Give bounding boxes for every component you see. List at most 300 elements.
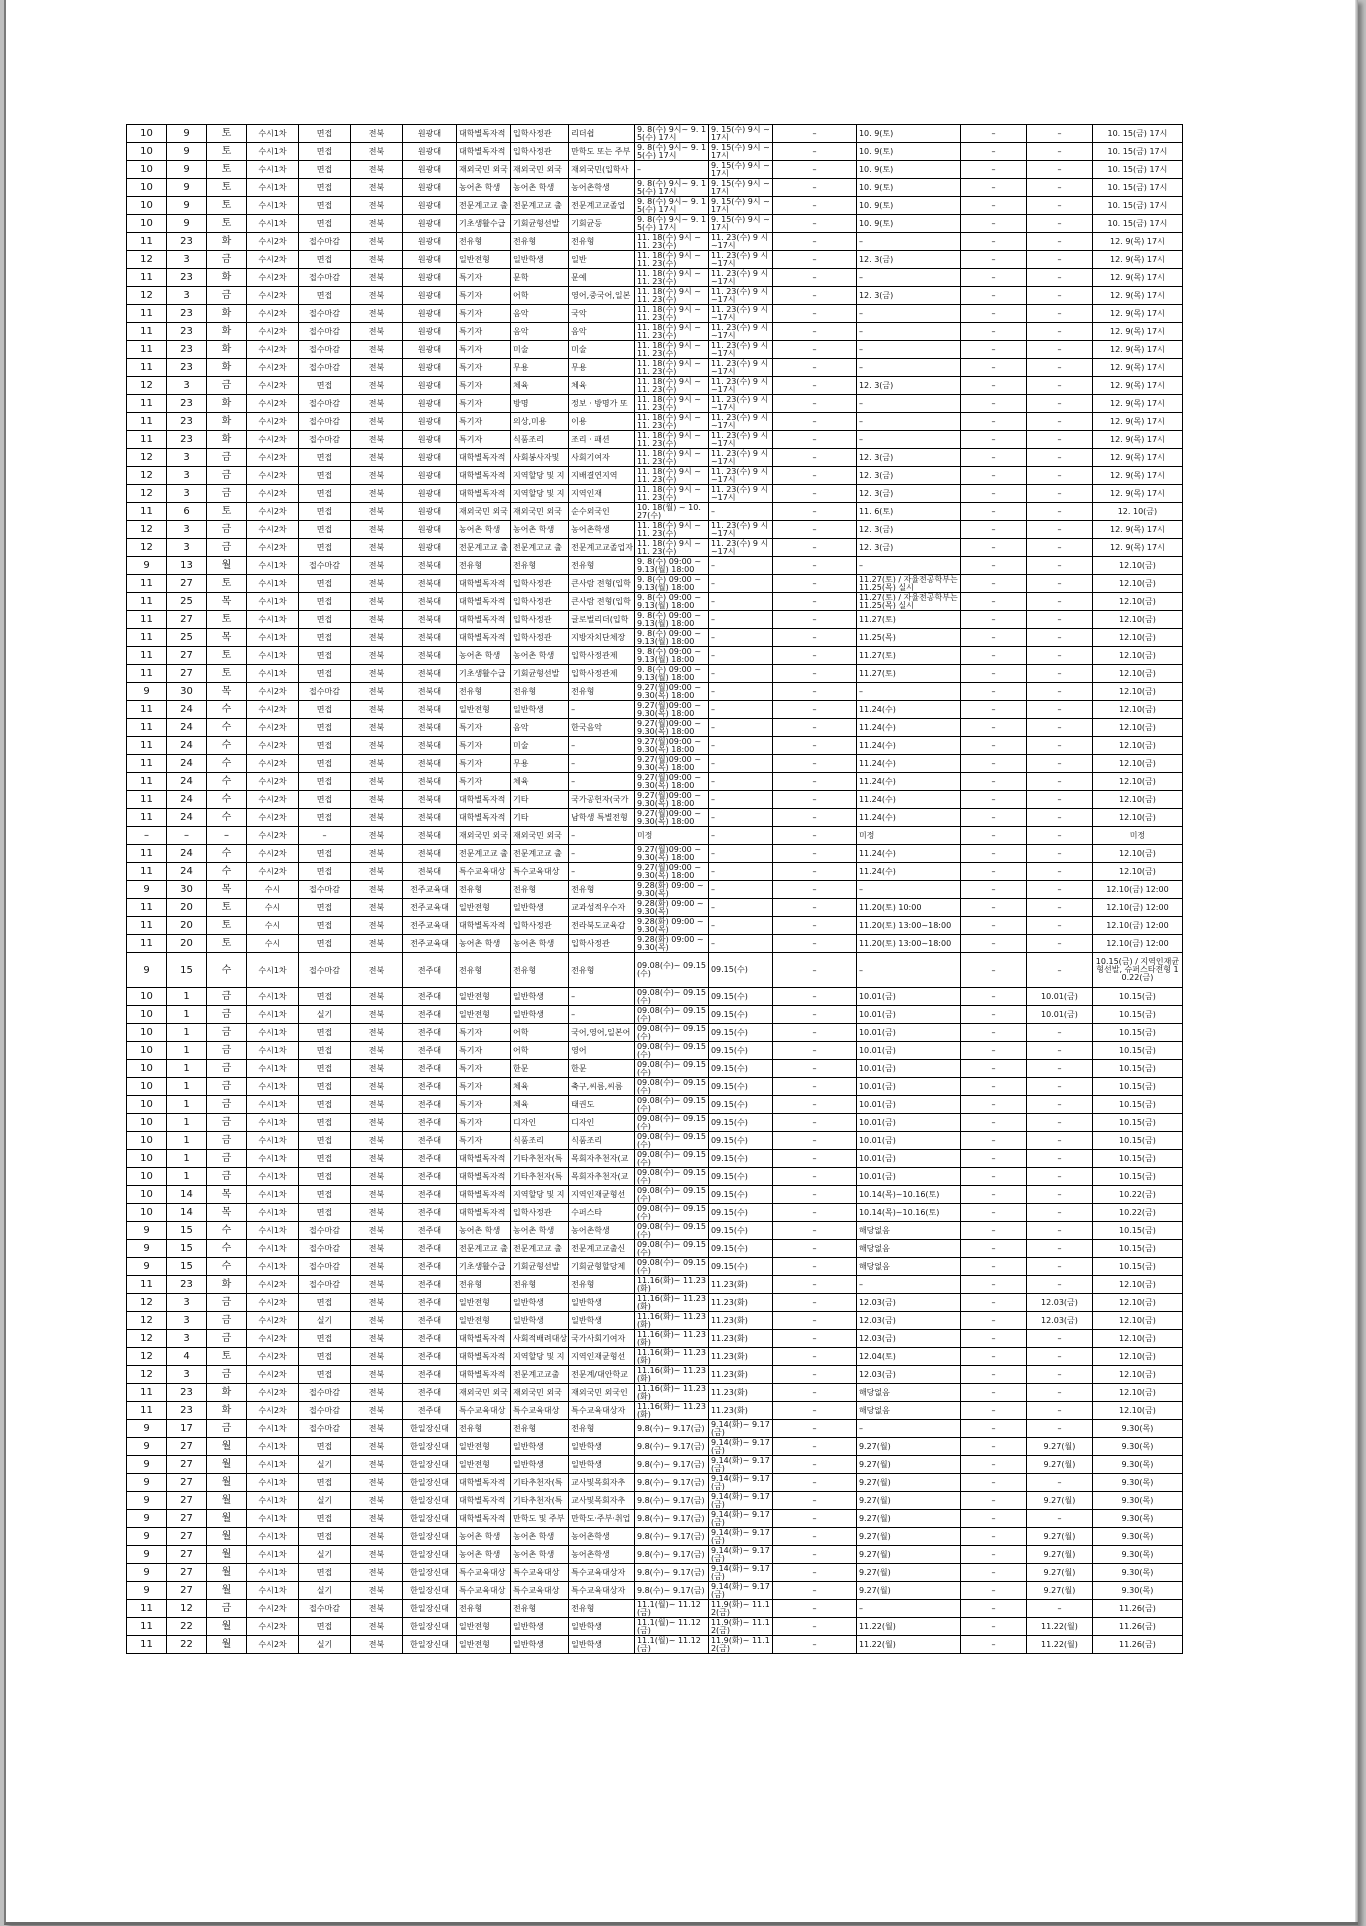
table-cell: 면접 [299,809,351,827]
table-cell: 무용 [511,755,569,773]
table-cell: 수시2차 [247,449,299,467]
table-cell: 09.08(수)~ 09.15(수) [634,1078,708,1096]
table-cell: – [569,863,635,881]
table-cell: 접수마감 [299,1420,351,1438]
table-cell: – [856,1276,960,1294]
table-cell: 9.27(월) [856,1546,960,1564]
table-cell: 농어촌 학생 [511,935,569,953]
table-cell: 11.24(수) [856,863,960,881]
table-cell: 전북 [351,197,403,215]
table-cell: – [1026,251,1092,269]
table-cell: 기회균형선발 [511,1258,569,1276]
table-cell: 일반학생 [511,1294,569,1312]
table-cell: 특기자 [457,1042,511,1060]
table-cell: 12. 9(목) 17시 [1092,251,1182,269]
table-cell: – [772,1636,856,1654]
table-cell: 전주대 [403,1186,457,1204]
table-cell: – [960,1240,1026,1258]
table-cell: 9.27(월)09:00 ~ 9.30(목) 18:00 [634,737,708,755]
table-cell: 일반전형 [457,1294,511,1312]
table-cell: 09.08(수)~ 09.15(수) [634,988,708,1006]
table-cell: – [960,1420,1026,1438]
table-cell: 수시 [247,899,299,917]
table-cell: 20 [167,917,207,935]
table-cell: 지역인재균형선 [569,1348,635,1366]
table-cell: 대학별독자적 [457,1186,511,1204]
table-cell: 11.16(화)~ 11.23(화) [634,1276,708,1294]
table-cell: 화 [207,305,247,323]
table-cell: – [960,1402,1026,1420]
table-cell: – [960,413,1026,431]
table-cell: 전북 [351,1024,403,1042]
table-cell: 전북 [351,863,403,881]
table-cell: – [960,791,1026,809]
table-cell: 전북 [351,1636,403,1654]
table-cell: 전북 [351,611,403,629]
table-cell: 토 [207,1348,247,1366]
table-cell: 27 [167,1564,207,1582]
table-cell: 9 [127,1510,167,1528]
table-row [127,647,1183,665]
table-cell: 일반전형 [457,1618,511,1636]
table-cell: 12. 9(목) 17시 [1092,485,1182,503]
table-cell: 11.16(화)~ 11.23(화) [634,1312,708,1330]
table-cell: 10.01(금) [856,1078,960,1096]
table-cell: 면접 [299,791,351,809]
table-cell: – [772,503,856,521]
table-cell: 사회봉사자및 [511,449,569,467]
table-cell: – [708,503,772,521]
table-cell: 무용 [569,359,635,377]
table-cell: 9.8(수)~ 9.17(금) [634,1564,708,1582]
table-cell: 1 [167,1150,207,1168]
table-cell: 1 [167,1132,207,1150]
table-cell: – [960,197,1026,215]
table-cell: 23 [167,323,207,341]
table-cell: – [1026,305,1092,323]
table-cell: – [708,557,772,575]
table-cell: 09.08(수)~ 09.15(수) [634,953,708,988]
table-cell: 11.20(토) 13:00~18:00 [856,917,960,935]
table-cell: 금 [207,1294,247,1312]
table-cell: 전북대 [403,791,457,809]
table-cell: 재외국민 외국 [511,161,569,179]
table-cell: 대학별독자적 [457,1366,511,1384]
table-cell: – [772,251,856,269]
table-cell: 수 [207,755,247,773]
table-cell: 9.8(수)~ 9.17(금) [634,1438,708,1456]
table-cell: 전북 [351,1186,403,1204]
table-cell: – [772,1114,856,1132]
table-row [127,377,1183,395]
table-cell: – [1026,197,1092,215]
table-cell: 수시2차 [247,809,299,827]
table-cell: – [772,629,856,647]
table-cell: 접수마감 [299,953,351,988]
table-row [127,1438,1183,1456]
table-cell: 실기 [299,1006,351,1024]
table-cell: – [1026,395,1092,413]
table-cell: 1 [167,1042,207,1060]
table-cell: 12.10(금) [1092,755,1182,773]
table-cell: 9 [127,1492,167,1510]
table-cell: 11 [127,1384,167,1402]
document-page [4,0,1358,1925]
table-cell: 09.15(수) [708,1204,772,1222]
table-cell: 면접 [299,737,351,755]
table-cell: 10 [127,1024,167,1042]
table-cell: – [708,593,772,611]
table-cell: – [569,845,635,863]
table-cell: 만학도·주부·취업 [569,1510,635,1528]
table-cell: 수시2차 [247,1384,299,1402]
table-cell: 23 [167,1402,207,1420]
table-cell: 11.22(월) [1026,1618,1092,1636]
table-cell: – [960,1168,1026,1186]
table-cell: 월 [207,1528,247,1546]
table-cell: 3 [167,1312,207,1330]
table-row [127,1618,1183,1636]
table-cell: 10.15(금) [1092,1168,1182,1186]
table-cell: 10 [127,197,167,215]
table-cell: – [772,449,856,467]
table-row [127,1204,1183,1222]
table-cell: 9. 15(수) 9시 ~17시 [708,215,772,233]
table-cell: 특기자 [457,395,511,413]
table-cell: 12.03(금) [1026,1312,1092,1330]
table-cell: 6 [167,503,207,521]
table-cell: – [772,1366,856,1384]
table-cell: 1 [167,1060,207,1078]
table-cell: 디자인 [569,1114,635,1132]
table-cell: 면접 [299,1168,351,1186]
table-cell: 전문계고교 출 [511,539,569,557]
table-cell: 전문계고교 출 [511,845,569,863]
table-cell: – [960,845,1026,863]
table-cell: 10 [127,215,167,233]
table-cell: – [960,341,1026,359]
table-cell: 전유형 [457,1420,511,1438]
table-cell: 기타추천자(특 [511,1474,569,1492]
table-cell: 12. 9(목) 17시 [1092,341,1182,359]
table-cell: 금 [207,1096,247,1114]
table-cell: 11. 6(토) [856,503,960,521]
table-cell: 접수마감 [299,341,351,359]
table-row [127,287,1183,305]
table-cell: 11.16(화)~ 11.23(화) [634,1294,708,1312]
table-cell: 9.28(화) 09:00 ~ 9.30(목) [634,899,708,917]
table-cell: – [960,737,1026,755]
table-cell: – [772,1564,856,1582]
table-cell: 디자인 [511,1114,569,1132]
table-cell: 11.20(토) 10:00 [856,899,960,917]
table-cell: 전유형 [511,953,569,988]
table-cell: – [1026,1276,1092,1294]
table-cell: – [1026,647,1092,665]
table-cell: 11.24(수) [856,755,960,773]
table-row [127,593,1183,611]
table-cell: 9. 8(수) 09:00 ~ 9.13(월) 18:00 [634,647,708,665]
table-cell: 4 [167,1348,207,1366]
table-cell: 목회자추천자(교 [569,1168,635,1186]
table-cell: 월 [207,1492,247,1510]
table-cell: 27 [167,575,207,593]
table-cell: 09.15(수) [708,1096,772,1114]
table-cell: 12. 9(목) 17시 [1092,449,1182,467]
table-cell: 전주대 [403,1132,457,1150]
table-cell: – [772,935,856,953]
table-cell: – [960,1258,1026,1276]
table-cell: 11. 23(수) 9 시~17시 [708,431,772,449]
table-cell: 12.10(금) [1092,1276,1182,1294]
table-cell: 전북 [351,917,403,935]
table-cell: 11.27(토) / 자율전공학부는 11.25(목) 실시 [856,575,960,593]
table-cell: 9.27(월) [856,1456,960,1474]
table-cell: 국악 [569,305,635,323]
table-cell: 전북 [351,988,403,1006]
table-cell: 수시1차 [247,1222,299,1240]
table-cell: 12.10(금) [1092,773,1182,791]
table-cell: 일반학생 [511,1636,569,1654]
table-cell: 수시2차 [247,755,299,773]
table-cell: 12 [127,449,167,467]
table-cell: – [1026,755,1092,773]
table-cell: 22 [167,1636,207,1654]
table-cell: 11 [127,305,167,323]
table-cell: – [960,269,1026,287]
table-cell: – [1026,521,1092,539]
table-cell: – [772,413,856,431]
table-cell: 10.01(금) [856,1006,960,1024]
table-cell: 9.28(화) 09:00 ~ 9.30(목) [634,935,708,953]
table-cell: 면접 [299,1564,351,1582]
table-cell: – [772,683,856,701]
table-cell: 전주교육대 [403,917,457,935]
table-cell: 수시1차 [247,1186,299,1204]
table-cell: – [1026,143,1092,161]
table-cell: 전유형 [569,1276,635,1294]
table-cell: – [960,593,1026,611]
table-cell: 수시1차 [247,197,299,215]
table-cell: – [960,557,1026,575]
table-cell: – [856,341,960,359]
table-cell: 11 [127,701,167,719]
table-cell: 어학 [511,1024,569,1042]
table-cell: – [960,1096,1026,1114]
table-cell: 면접 [299,755,351,773]
table-cell: 일반전형 [457,251,511,269]
table-cell: 교사및목회자추 [569,1474,635,1492]
table-cell: 수시1차 [247,1582,299,1600]
table-cell: 원광대 [403,431,457,449]
table-cell: 전북대 [403,629,457,647]
table-cell: 12 [127,1294,167,1312]
table-cell: 10.15(금) [1092,1150,1182,1168]
table-cell: 10.22(금) [1092,1186,1182,1204]
table-cell: 면접 [299,1438,351,1456]
table-cell: – [1026,1186,1092,1204]
table-cell: 27 [167,1474,207,1492]
table-cell: 면접 [299,1348,351,1366]
table-cell: – [1026,575,1092,593]
table-cell: 기타 [511,809,569,827]
table-cell: 수시2차 [247,1348,299,1366]
table-cell: 수 [207,701,247,719]
table-cell: 특기자 [457,269,511,287]
table-cell: 수시1차 [247,593,299,611]
table-cell: 수시1차 [247,611,299,629]
table-cell: 국어,영어,일본어 [569,1024,635,1042]
table-cell: 11 [127,935,167,953]
table-cell: 전북 [351,1510,403,1528]
table-cell: 9.14(화)~ 9.17(금) [708,1546,772,1564]
table-cell: 22 [167,1618,207,1636]
table-row [127,1222,1183,1240]
table-cell: 전북대 [403,719,457,737]
table-cell: 9 [127,1258,167,1276]
table-cell: 09.15(수) [708,1042,772,1060]
table-cell: 9.27(월) [856,1474,960,1492]
table-cell: 접수마감 [299,305,351,323]
table-cell: 전문계고교졸업 [569,197,635,215]
table-cell: 토 [207,215,247,233]
table-cell: 월 [207,1438,247,1456]
table-cell: 11.26(금) [1092,1618,1182,1636]
table-cell: – [772,845,856,863]
table-cell: 면접 [299,1618,351,1636]
table-cell: 전북대 [403,683,457,701]
table-cell: – [960,863,1026,881]
table-cell: 9 [167,215,207,233]
table-cell: – [960,1546,1026,1564]
table-cell: 11 [127,503,167,521]
table-cell: 면접 [299,917,351,935]
table-cell: – [960,215,1026,233]
table-cell: 전유형 [569,683,635,701]
table-cell: 9 [127,953,167,988]
table-cell: 12. 3(금) [856,449,960,467]
table-cell: 농어촌 학생 [511,521,569,539]
table-cell: 특기자 [457,341,511,359]
table-row [127,1078,1183,1096]
table-cell: 24 [167,737,207,755]
table-cell: 12. 9(목) 17시 [1092,287,1182,305]
table-cell: 전북 [351,683,403,701]
table-cell: 재외국민 외국 [511,1384,569,1402]
table-cell: 입학사정관 [511,143,569,161]
table-cell: 23 [167,359,207,377]
table-cell: – [1026,791,1092,809]
table-cell: 토 [207,161,247,179]
table-cell: 전북 [351,1132,403,1150]
table-cell: 11 [127,755,167,773]
table-cell: – [960,143,1026,161]
table-cell: 월 [207,1582,247,1600]
table-cell: 10.14(목)~10.16(토) [856,1186,960,1204]
table-cell: 지배결연지역 [569,467,635,485]
table-cell: 금 [207,485,247,503]
table-cell: 12.04(토) [856,1348,960,1366]
table-cell: 수시2차 [247,323,299,341]
table-cell: 전북 [351,773,403,791]
table-cell: 09.15(수) [708,1114,772,1132]
table-cell: – [772,1150,856,1168]
table-row [127,431,1183,449]
table-cell: 금 [207,1312,247,1330]
table-cell: 수시2차 [247,1402,299,1420]
table-cell: 전북 [351,323,403,341]
table-cell: 미술 [569,341,635,359]
table-cell: 10.01(금) [856,1114,960,1132]
table-cell: 전북 [351,179,403,197]
table-row [127,665,1183,683]
table-cell: 전북 [351,1420,403,1438]
table-cell: 24 [167,773,207,791]
table-cell: 10.15(금) [1092,1096,1182,1114]
table-cell: 일반학생 [569,1618,635,1636]
table-cell: 전유형 [511,683,569,701]
table-cell: 수시1차 [247,1492,299,1510]
table-cell: – [1026,899,1092,917]
table-cell: – [960,503,1026,521]
table-cell: 미정 [1092,827,1182,845]
table-cell: 면접 [299,1132,351,1150]
table-cell: 9.14(화)~ 9.17(금) [708,1456,772,1474]
table-cell: 11. 18(수) 9시 ~ 11. 23(수) [634,467,708,485]
table-cell: – [1026,1024,1092,1042]
table-cell: – [772,863,856,881]
table-cell: 9 [127,1222,167,1240]
table-cell: – [1026,323,1092,341]
table-cell: 금 [207,1006,247,1024]
table-cell: 3 [167,377,207,395]
table-row [127,305,1183,323]
table-cell: 정보 · 방명가 또 [569,395,635,413]
table-cell: – [960,1492,1026,1510]
table-cell: 원광대 [403,503,457,521]
table-cell: – [708,773,772,791]
table-cell: 농어촌학생 [569,1546,635,1564]
table-cell: 실기 [299,1546,351,1564]
table-cell: 면접 [299,197,351,215]
table-cell: 목회자추천자(교 [569,1150,635,1168]
table-cell: – [1026,1060,1092,1078]
table-cell: 해당없음 [856,1258,960,1276]
table-cell: – [1026,917,1092,935]
table-cell: 특기자 [457,413,511,431]
table-cell: 11.24(수) [856,701,960,719]
table-row [127,1492,1183,1510]
table-cell: 10. 15(금) 17시 [1092,161,1182,179]
table-cell: 원광대 [403,305,457,323]
table-cell: 전북 [351,125,403,143]
table-cell: 수시1차 [247,1564,299,1582]
table-cell: 9. 8(수) 9시~ 9. 15(수) 17시 [634,179,708,197]
table-row [127,1456,1183,1474]
table-cell: 9.27(월) [1026,1564,1092,1582]
table-cell: 수시2차 [247,737,299,755]
table-cell: 특기자 [457,1024,511,1042]
table-cell: – [772,1024,856,1042]
table-cell: 수시1차 [247,143,299,161]
table-cell: 일반전형 [457,1456,511,1474]
table-cell: 10 [127,1078,167,1096]
table-cell: 3 [167,251,207,269]
table-cell: 목 [207,683,247,701]
table-cell: 11.24(수) [856,791,960,809]
table-cell: 문예 [569,269,635,287]
table-cell: 전북 [351,305,403,323]
